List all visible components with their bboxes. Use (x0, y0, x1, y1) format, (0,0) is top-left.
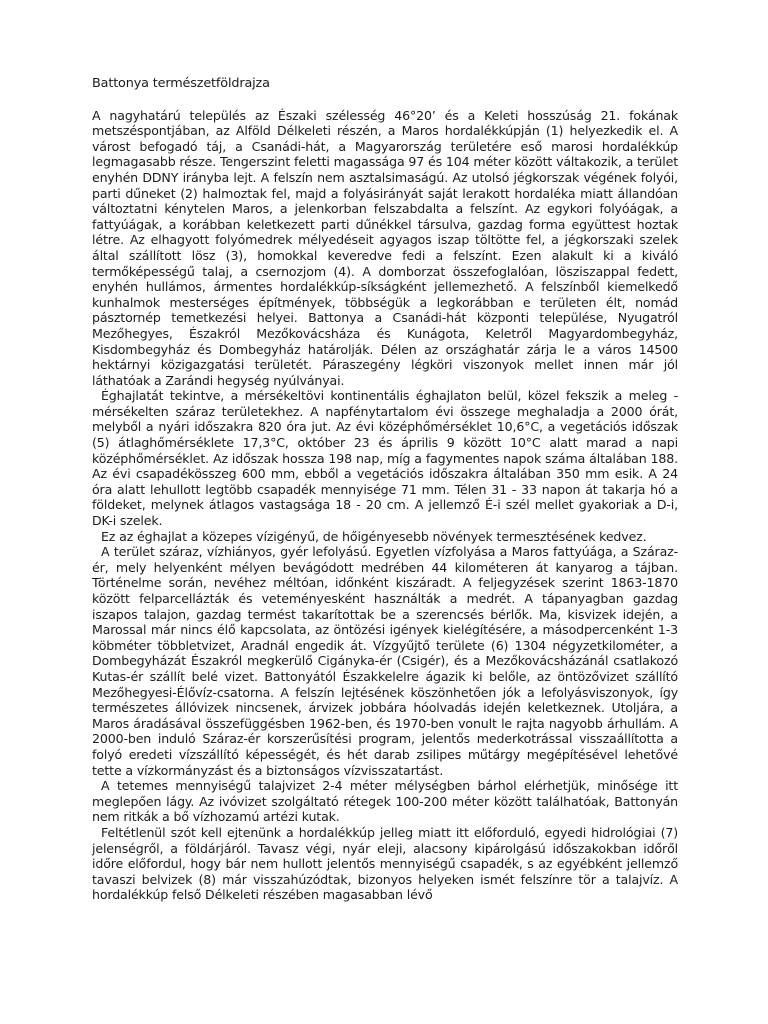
paragraph-groundwater: A tetemes mennyiségű talajvizet 2-4 méter mélységben bárhol elérhetjük, minősége itt meglepően lágy. Az ivóvizet szolgáltató rétegek 100-200 méter között találhatóak, Battonyán nem ritkák a bő vízhozamú artézi kutak. (92, 778, 678, 825)
paragraph-landscape: A nagyhatárú település az Északi szélesség 46°20’ és a Keleti hosszúság 21. fokának metszéspontjában, az Alföld Délkeleti részén, a Maros hordalékkúpján (1) helyezkedik el. A várost befogadó táj, a Csanádi-hát, a Magyarország területére eső marosi hordalékkúp legmagasabb része. Tengerszint feletti magassága 97 és 104 méter között váltakozik, a terület enyhén DDNY irányba lejt. A felszín nem asztalsimaságú. Az utolsó jégkorszak végének folyói, parti dűneket (2) halmoztak fel, majd a folyásirányát saját lerakott hordaléka miatt állandóan változtatni kénytelen Maros, a jelenkorban felszabdalta a felszínt. Az egykori folyóágak, a fattyúágak, a korábban keletkezett parti dűnékkel társulva, gazdag forma együttest hoztak létre. Az elhagyott folyómedrek mélyedéseit agyagos iszap töltötte fel, a jégkorszaki szelek által szállított lösz (3), homokkal keveredve fedi a felszínt. Ezen alakult ki a kiváló termőképességű talaj, a csernozjom (4). A domborzat összefoglalóan, lösziszappal fedett, enyhén hullámos, ármentes hordalékkúp-síkságként jellemezhető. A felszínből kiemelkedő kunhalmok mesterséges építmények, többségük a legkorábban e területen élt, nomád pásztornép temetkezési helyei. Battonya a Csanádi-hát központi települése, Nyugatról Mezőhegyes, Északról Mezőkovácsháza és Kunágota, Keletről Magyardombegyház, Kisdombegyház és Dombegyház határolják. Délen az országhatár zárja le a város 14500 hektárnyi közigazgatási területét. Páraszegény légköri viszonyok mellet innen már jól láthatóak a Zarándi hegység nyúlványai. (92, 107, 678, 388)
paragraph-climate-summary: Ez az éghajlat a közepes vízigényű, de hőigényesebb növények termesztésének kedvez. (101, 528, 647, 544)
paragraph-foldarja: Feltétlenül szót kell ejtenünk a hordalékkúp jelleg miatt itt előforduló, egyedi hidrológiai (7) jelenségről, a földárjáról. Tavasz végi, nyár eleji, alacsony kipárolgású időszakokban időről időre előfordul, hogy bár nem hullott jelentős mennyiségű csapadék, s az egyébként jellemző tavaszi belvizek (8) már visszahúzódtak, bizonyos helyeken ismét felszínre tör a talajvíz. A hordalékkúp felső Délkeleti részében magasabban lévő (92, 824, 678, 903)
document-page (92, 76, 678, 903)
paragraph-climate: Éghajlatát tekintve, a mérsékeltövi kontinentális éghajlaton belül, közel fekszik a meleg - mérsékelten száraz területekhez. A napfénytartalom évi összege meghaladja a 2000 órát, melyből a nyári időszakra 820 óra jut. Az évi középhőmérséklet 10,6°C, a vegetációs időszak (5) átlaghőmérséklete 17,3°C, október 23 és április 9 között 10°C alatt marad a napi középhőmérséklet. Az időszak hossza 198 nap, míg a fagymentes napok száma általában 188. Az évi csapadékösszeg 600 mm, ebből a vegetációs időszakra általában 350 mm esik. A 24 óra alatt lehullott legtöbb csapadék mennyisége 71 mm. Télen 31 - 33 napon át takarja hó a földeket, melynek átlagos vastagsága 18 - 20 cm. A jellemző É-i szél mellet gyakoriak a D-i, DK-i szelek. (92, 388, 678, 529)
paragraph-hydrology: A terület száraz, vízhiányos, gyér lefolyású. Egyetlen vízfolyása a Maros fattyúága, a Száraz-ér, mely helyenként mélyen bevágódott medrében 44 kilométeren át kanyarog a tájban. Történelme során, nevéhez méltóan, időnként kiszáradt. A feljegyzések szerint 1863-1870 között felparcellázták és veteményesként használták a medrét. A tápanyagban gazdag iszapos talajon, gazdag termést takarítottak be a szerencsés bérlők. Ma, kisvizek idején, a Marossal már nincs élő kapcsolata, az öntözési igények kielégítésére, a másodpercenként 1-3 köbméter többletvizet, Aradnál engedik át. Vízgyűjtő területe (6) 1304 négyzetkilométer, a Dombegyházát Északról megkerülő Cigányka-ér (Csigér), és a Mezőkovácsházánál csatlakozó Kutas-ér szállít belé vizet. Battonyától Északkelelre ágazik ki belőle, az öntözővizet szállító Mezőhegyesi-Élővíz-csatorna. A felszín lejtésének köszönhetően jók a lefolyásviszonyok, így természetes állóvizek nincsenek, árvizek jobbára hóolvadás idején keletkeznek. Utoljára, a Maros áradásával összefüggésben 1962-ben, és 1970-ben vonult le rajta nagyobb árhullám. A 2000-ben induló Száraz-ér korszerűsítési program, jelentős mederkotrással visszaállította a folyó eredeti vízszállító képességét, és hét darab zsilipes műtárgy megépítésével lehetővé tette a vízkormányzást és a biztonságos vízvisszatartást. (92, 544, 678, 778)
document-title: Battonya természetföldrajza (92, 76, 270, 91)
